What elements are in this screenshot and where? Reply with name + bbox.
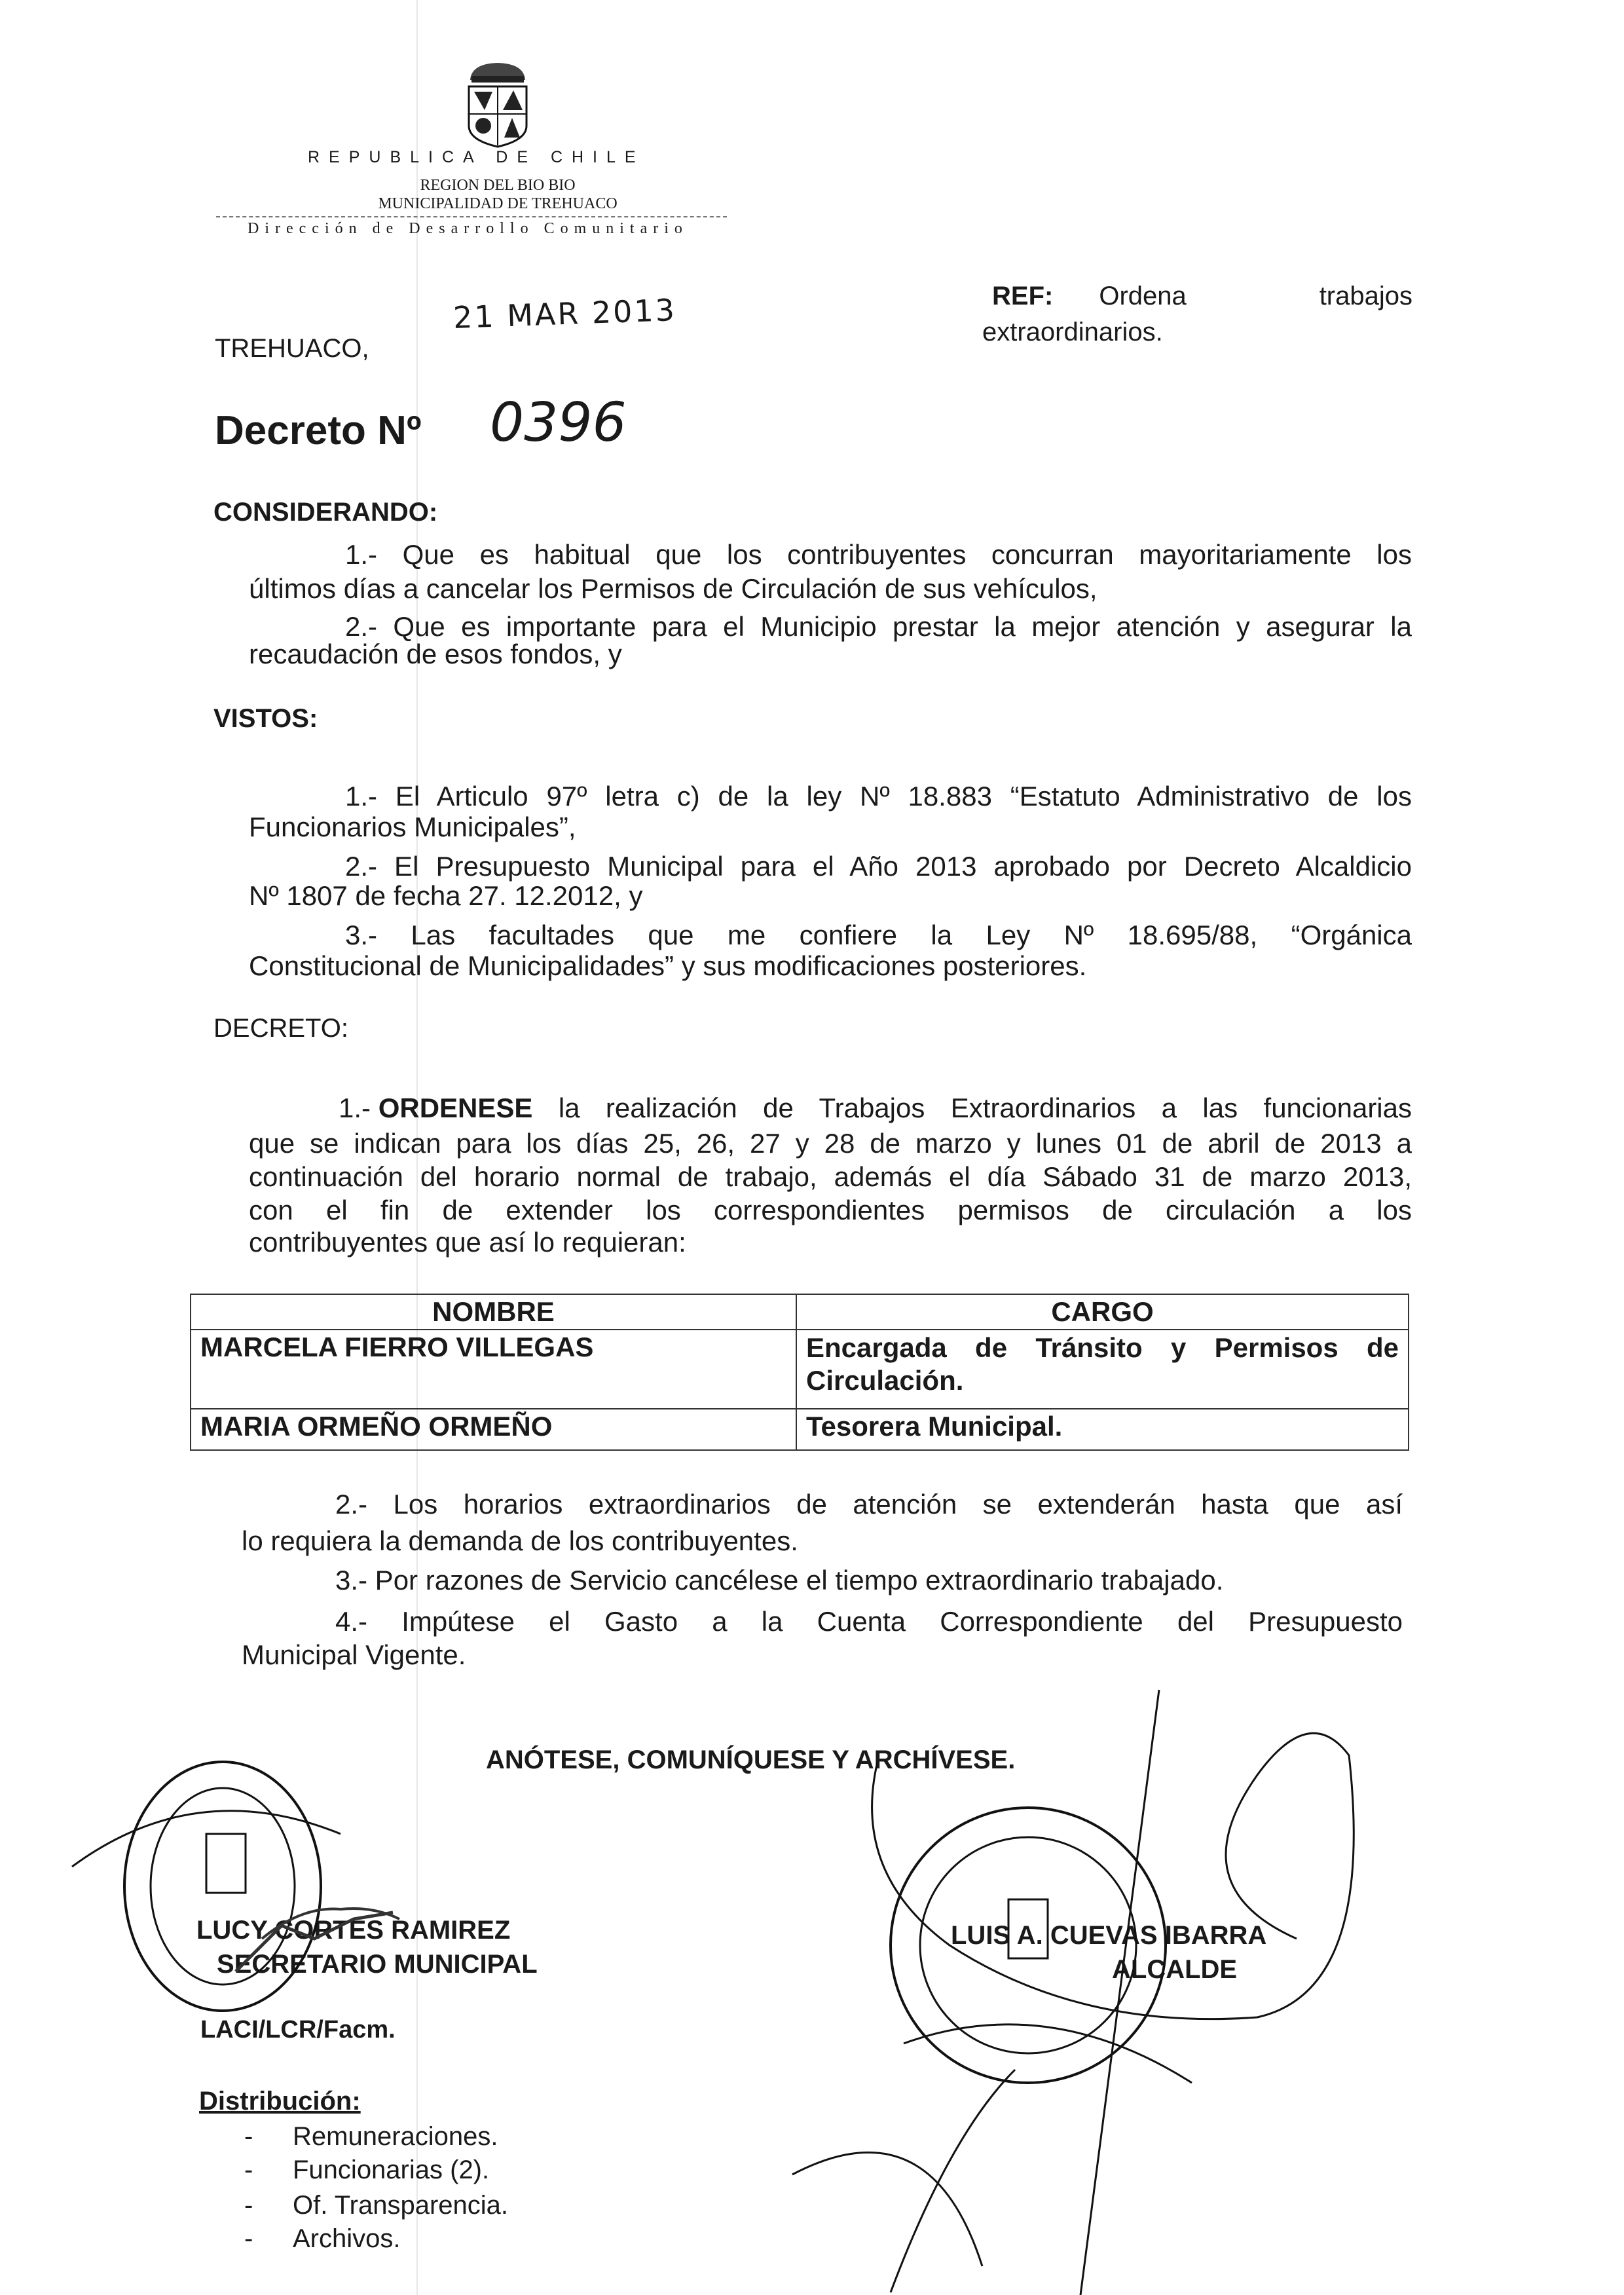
decreto-line: lo requiera la demanda de los contribuyentes. (242, 1525, 798, 1556)
staff-table (190, 1294, 1409, 1451)
decreto-line: continuación del horario normal de trabajo, además el día Sábado 31 de marzo 2013, (249, 1161, 1412, 1192)
table-header-cargo: CARGO (796, 1294, 1409, 1330)
decree-number: 0396 (490, 392, 627, 454)
considerando-line: 1.- Que es habitual que los contribuyentes concurran mayoritariamente los (345, 539, 1412, 570)
table-cell-cargo: Tesorera Municipal. (796, 1409, 1409, 1450)
distribution-heading: Distribución: (199, 2087, 361, 2116)
mayor-title: ALCALDE (1112, 1955, 1238, 1984)
table-row (191, 1409, 1409, 1450)
secretary-seal-stamp (65, 1755, 406, 2030)
closing-formula: ANÓTESE, COMUNÍQUESE Y ARCHÍVESE. (486, 1745, 1016, 1774)
decreto-line: 2.- Los horarios extraordinarios de atención se extenderán hasta que así (335, 1489, 1403, 1520)
distribution-item: - Of. Transparencia. (244, 2191, 509, 2220)
letterhead-municipality: MUNICIPALIDAD DE TREHUACO (378, 195, 618, 212)
decreto-line: 3.- Por razones de Servicio cancélese el tiempo extraordinario trabajado. (335, 1565, 1224, 1595)
municipal-crest-logo (464, 60, 532, 149)
decreto-line: 4.- Impútese el Gasto a la Cuenta Correspondiente del Presupuesto (335, 1606, 1403, 1637)
decreto-number: 1.- (339, 1092, 378, 1123)
distribution-item: - Funcionarias (2). (244, 2155, 490, 2184)
table-row (191, 1330, 1409, 1409)
table-cell-cargo: Encargada de Tránsito y Permisos de Circulación. (796, 1330, 1409, 1409)
ref-text-2: extraordinarios. (982, 318, 1163, 346)
vistos-line: Constitucional de Municipalidades” y sus modificaciones posteriores. (249, 950, 1087, 981)
decreto-ordenese: ORDENESE (378, 1092, 533, 1123)
distribution-item: - Remuneraciones. (244, 2122, 498, 2151)
decreto-line: contribuyentes que así lo requieran: (249, 1227, 686, 1258)
vistos-line: Nº 1807 de fecha 27. 12.2012, y (249, 880, 643, 911)
vistos-line: 1.- El Articulo 97º letra c) de la ley Nº 18.883 “Estatuto Administrativo de los (345, 781, 1412, 812)
letterhead-region: REGION DEL BIO BIO (420, 177, 576, 194)
secretary-name: LUCY CORTES RAMIREZ (196, 1916, 511, 1945)
vistos-line: 3.- Las facultades que me confiere la Ley Nº 18.695/88, “Orgánica (345, 920, 1412, 950)
mayor-name: LUIS A. CUEVAS IBARRA (951, 1921, 1267, 1950)
place-label: TREHUACO, (215, 334, 369, 363)
distribution-item: - Archivos. (244, 2224, 401, 2253)
considerando-line: últimos días a cancelar los Permisos de Circulación de sus vehículos, (249, 573, 1098, 604)
vistos-line: 2.- El Presupuesto Municipal para el Año 2013 aprobado por Decreto Alcaldicio (345, 851, 1412, 882)
ref-label: REF: (992, 282, 1054, 310)
considerando-line: 2.- Que es importante para el Municipio prestar la mejor atención y asegurar la (345, 611, 1412, 642)
ref-text: Ordena trabajos (1099, 282, 1412, 310)
decreto-line: Municipal Vigente. (242, 1639, 466, 1670)
decree-title: Decreto Nº (215, 408, 422, 453)
letterhead-department: Dirección de Desarrollo Comunitario (248, 220, 688, 237)
vistos-heading: VISTOS: (213, 704, 318, 733)
table-cell-nombre: MARCELA FIERRO VILLEGAS (191, 1330, 796, 1409)
decreto-line: la realización de Trabajos Extraordinarios a las funcionarias (532, 1092, 1412, 1123)
letterhead-divider (216, 216, 727, 217)
considerando-line: recaudación de esos fondos, y (249, 639, 622, 669)
table-header-row (191, 1294, 1409, 1330)
ref-line-1 (992, 282, 1412, 311)
table-cell-nombre: MARIA ORMEÑO ORMEÑO (191, 1409, 796, 1450)
mayor-seal-signature (786, 1677, 1414, 2295)
decreto-line: con el fin de extender los correspondientes permisos de circulación a los (249, 1195, 1412, 1225)
date-stamp: 21 MAR 2013 (452, 292, 677, 335)
letterhead-country: REPUBLICA DE CHILE (308, 148, 645, 166)
initials: LACI/LCR/Facm. (200, 2016, 396, 2043)
decreto-line: que se indican para los días 25, 26, 27 y 28 de marzo y lunes 01 de abril de 2013 a (249, 1128, 1412, 1159)
considerando-heading: CONSIDERANDO: (213, 498, 438, 527)
decreto-heading: DECRETO: (213, 1014, 348, 1043)
secretary-title: SECRETARIO MUNICIPAL (217, 1950, 538, 1979)
vistos-line: Funcionarios Municipales”, (249, 812, 576, 842)
table-header-nombre: NOMBRE (191, 1294, 796, 1330)
decreto-line-1 (339, 1092, 1412, 1124)
